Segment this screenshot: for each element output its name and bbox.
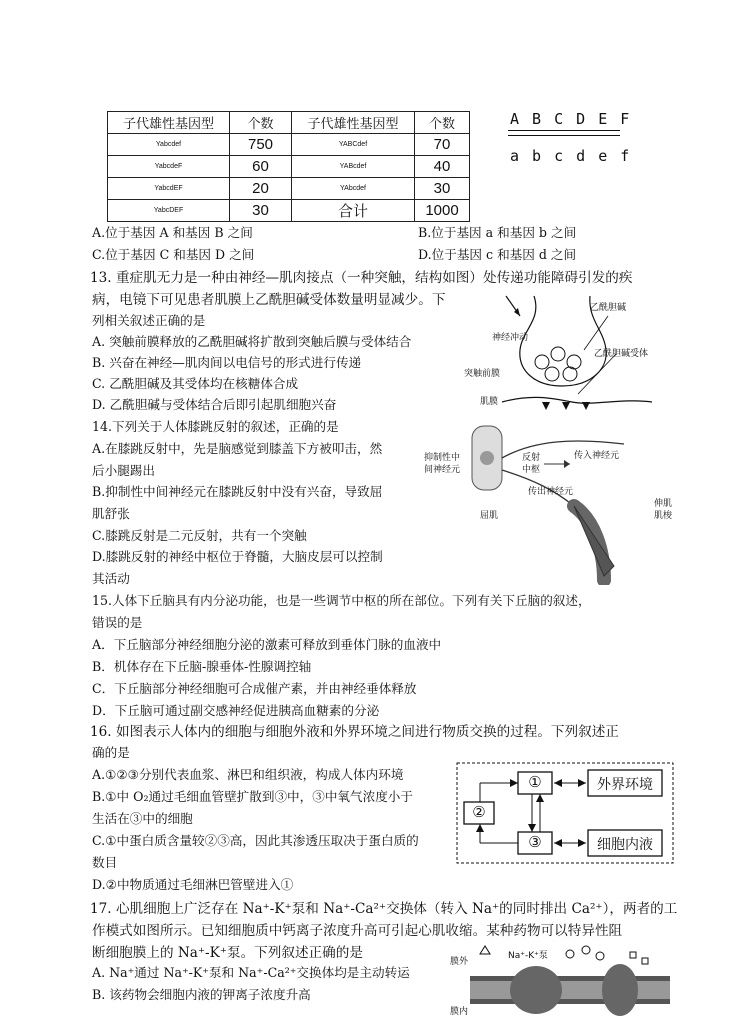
q15-stem: 错误的是 <box>92 615 143 630</box>
table-header: 子代雄性基因型 <box>292 112 415 134</box>
chromosome-line <box>508 130 620 131</box>
q15-option-a: A．下丘脑部分神经细胞分泌的激素可释放到垂体门脉的血液中 <box>92 637 442 652</box>
table-cell: 30 <box>415 178 470 200</box>
table-row <box>108 200 470 222</box>
reflex-label: 肌梭 <box>654 511 673 521</box>
q13-option-d: D. 乙酰胆碱与受体结合后即引起肌细胞兴奋 <box>92 397 337 412</box>
table-cell: YABcdef <box>292 156 415 178</box>
synapse-label: 神经冲动 <box>492 333 529 343</box>
table-cell: 合计 <box>292 200 415 222</box>
q15-option-d: D．下丘脑可通过副交感神经促进胰高血糖素的分泌 <box>92 703 380 718</box>
q12-option-b: B.位于基因 a 和基因 b 之间 <box>418 225 577 240</box>
q15-stem: 15.人体下丘脑具有内分泌功能，也是一些调节中枢的所在部位。下列有关下丘脑的叙述， <box>92 593 591 608</box>
q16-option-b: B.①中 O₂通过毛细血管壁扩散到③中，③中氧气浓度小于 <box>92 789 413 804</box>
node-label: 外界环境 <box>597 777 653 793</box>
reflex-label: 伸肌 <box>654 499 673 509</box>
node-label: ② <box>472 803 486 821</box>
table-cell: YABCdef <box>292 134 415 156</box>
table-cell: 1000 <box>415 200 470 222</box>
table-row <box>108 178 470 200</box>
reflex-label: 抑制性中 <box>424 453 461 463</box>
q15-option-b: B．机体存在下丘脑-腺垂体-性腺调控轴 <box>92 659 312 674</box>
q17-option-a: A. Na⁺通过 Na⁺-K⁺泵和 Na⁺-Ca²⁺交换体均是主动转运 <box>92 965 410 980</box>
q16-stem: 16. 如图表示人体内的细胞与细胞外液和外界环境之间进行物质交换的过程。下列叙述正 <box>90 724 619 740</box>
table-cell: 60 <box>230 156 292 178</box>
q17-stem: 17. 心肌细胞上广泛存在 Na⁺-K⁺泵和 Na⁺-Ca²⁺交换体（转入 Na⁺的同时排出 Ca²⁺），两者的工 <box>90 901 678 917</box>
table-header: 子代雄性基因型 <box>108 112 230 134</box>
q14-option-a-cont: 后小腿踢出 <box>92 463 155 478</box>
q17-stem: 断细胞膜上的 Na⁺-K⁺泵。下列叙述正确的是 <box>92 945 363 961</box>
knee-reflex-diagram <box>424 420 676 585</box>
chromosome-bottom-alleles: a b c d e f <box>510 147 632 165</box>
q16-option-d: D.②中物质通过毛细淋巴管壁进入① <box>92 877 294 892</box>
synapse-label: 突触前膜 <box>464 369 501 379</box>
q14-option-b-cont: 肌舒张 <box>92 506 130 521</box>
reflex-label: 中枢 <box>522 465 541 475</box>
membrane-label: Na⁺-K⁺泵 <box>508 951 548 961</box>
table-cell: 70 <box>415 134 470 156</box>
table-cell: 30 <box>230 200 292 222</box>
synapse-diagram <box>462 290 674 416</box>
membrane-label: 膜外 <box>450 957 469 967</box>
q14-option-a: A.在膝跳反射中，先是脑感觉到膝盖下方被叩击，然 <box>92 441 383 456</box>
q13-option-c: C. 乙酰胆碱及其受体均在核糖体合成 <box>92 376 299 391</box>
q14-option-d: D.膝跳反射的神经中枢位于脊髓，大脑皮层可以控制 <box>92 549 383 564</box>
table-cell: 40 <box>415 156 470 178</box>
q13-stem: 列相关叙述正确的是 <box>92 313 206 328</box>
q14-option-b: B.抑制性中间神经元在膝跳反射中没有兴奋，导致屈 <box>92 484 383 499</box>
synapse-label: 乙酰胆碱 <box>590 303 627 313</box>
membrane-pump-diagram <box>450 942 676 1021</box>
table-row <box>108 134 470 156</box>
q14-stem: 14.下列关于人体膝跳反射的叙述，正确的是 <box>92 419 339 434</box>
synapse-label: 乙酰胆碱受体 <box>594 349 649 359</box>
reflex-label: 传出神经元 <box>528 487 574 497</box>
q16-option-b-cont: 生活在③中的细胞 <box>92 811 193 826</box>
q17-stem: 作模式如图所示。已知细胞质中钙离子浓度升高可引起心肌收缩。某种药物可以特异性阻 <box>92 923 623 939</box>
table-cell: Yabcdef <box>108 134 230 156</box>
table-cell: YabcDEF <box>108 200 230 222</box>
table-header: 个数 <box>230 112 292 134</box>
table-cell: 750 <box>230 134 292 156</box>
q13-option-b: B. 兴奋在神经—肌肉间以电信号的形式进行传递 <box>92 355 362 370</box>
q12-option-c: C.位于基因 C 和基因 D 之间 <box>92 247 255 262</box>
node-label: ③ <box>528 833 542 851</box>
q15-option-c: C．下丘脑部分神经细胞可合成催产素，并由神经垂体释放 <box>92 681 417 696</box>
reflex-label: 反射 <box>522 453 541 463</box>
table-cell: YAbcdef <box>292 178 415 200</box>
q16-option-c: C.①中蛋白质含量较②③高，因此其渗透压取决于蛋白质的 <box>92 833 419 848</box>
table-row <box>108 156 470 178</box>
q16-option-c-cont: 数目 <box>92 855 118 870</box>
node-label: ① <box>528 773 542 791</box>
q17-option-b: B. 该药物会细胞内液的钾离子浓度升高 <box>92 987 311 1002</box>
q14-option-d-cont: 其活动 <box>92 571 130 586</box>
fluid-exchange-diagram <box>456 762 674 864</box>
chromosome-line <box>508 135 620 136</box>
table-cell: 20 <box>230 178 292 200</box>
synapse-label: 肌膜 <box>480 397 499 407</box>
q12-option-a: A.位于基因 A 和基因 B 之间 <box>92 225 253 240</box>
q14-option-c: C.膝跳反射是二元反射，共有一个突触 <box>92 528 307 543</box>
node-label: 细胞内液 <box>597 837 653 853</box>
q16-option-a: A.①②③分别代表血浆、淋巴和组织液，构成人体内环境 <box>92 767 404 782</box>
table-cell: YabcdeF <box>108 156 230 178</box>
table-header: 个数 <box>415 112 470 134</box>
reflex-label: 传入神经元 <box>574 451 620 461</box>
table-header-row <box>108 112 470 134</box>
q16-stem: 确的是 <box>92 745 130 760</box>
membrane-label: 膜内 <box>450 1007 469 1017</box>
q13-option-a: A. 突触前膜释放的乙酰胆碱将扩散到突触后膜与受体结合 <box>92 334 412 349</box>
reflex-label: 间神经元 <box>424 465 461 475</box>
chromosome-top-alleles: A B C D E F <box>510 110 632 128</box>
reflex-label: 屈肌 <box>480 511 499 521</box>
table-cell: YabcdEF <box>108 178 230 200</box>
q13-stem: 病，电镜下可见患者肌膜上乙酰胆碱受体数量明显减少。下 <box>92 292 446 308</box>
genotype-table <box>107 111 470 222</box>
q13-stem: 13. 重症肌无力是一种由神经—肌肉接点（一种突触，结构如图）处传递功能障碍引发的疾 <box>90 270 633 286</box>
q12-option-d: D.位于基因 c 和基因 d 之间 <box>418 247 577 262</box>
